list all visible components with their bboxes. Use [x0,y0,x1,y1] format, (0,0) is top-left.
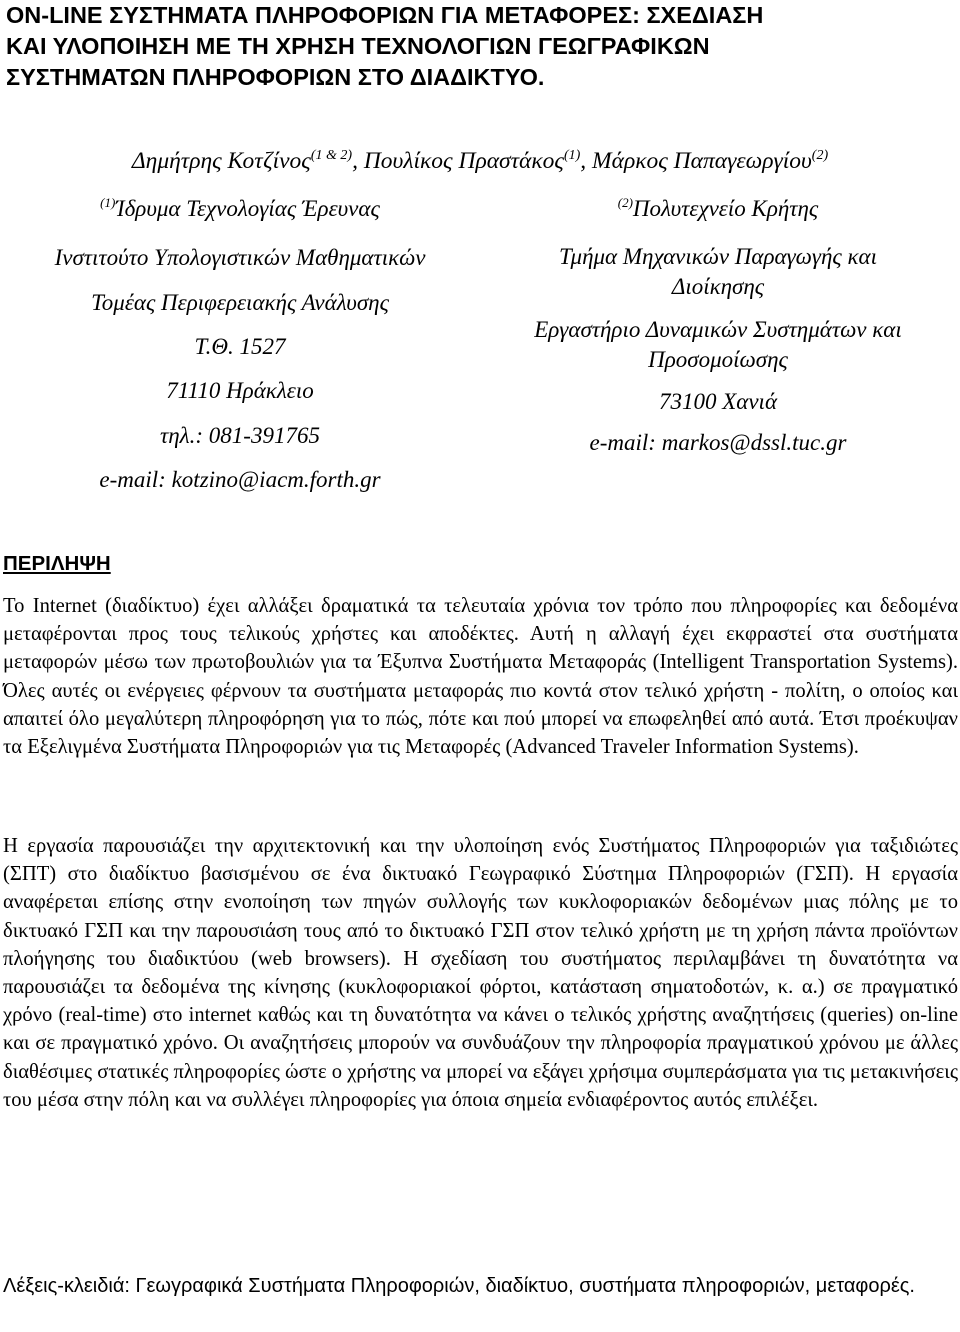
author-separator: , [580,148,593,174]
affiliation-right [476,192,960,463]
author-list [0,146,960,176]
affiliation-line: Πολυτεχνείο Κρήτης [632,196,819,221]
affiliation-line: 73100 Χανιά [658,389,778,414]
paper-title [6,0,956,93]
author-name: Δημήτρης Κοτζίνος [131,148,311,174]
affiliation-line: 71110 Ηράκλειο [166,378,314,403]
affiliation-email[interactable]: e-mail: markos@dssl.tuc.gr [589,430,847,455]
affiliation-line: Τμήμα Μηχανικών Παραγωγής και [559,244,877,269]
abstract-heading: ΠΕΡΙΛΗΨΗ [3,552,111,575]
affiliation-left [0,192,480,502]
affiliation-line: Διοίκησης [671,274,765,299]
affiliation-line: Εργαστήριο Δυναμικών Συστημάτων και [534,317,902,342]
affiliation-line: Ινστιτούτο Υπολογιστικών Μαθηματικών [54,245,426,270]
author-affiliation-mark: (2) [811,148,829,163]
title-line: ON-LINE ΣΥΣΤΗΜΑΤΑ ΠΛΗΡΟΦΟΡΙΩΝ ΓΙΑ ΜΕΤΑΦΟΡΕΣ: ΣΧΕΔΙΑΣΗ [6,2,764,28]
author-name: Πουλίκος Πραστάκος [363,148,564,174]
author-affiliation-mark: (1) [563,148,581,163]
author-separator: , [352,148,364,174]
abstract-paragraph: Το Internet (διαδίκτυο) έχει αλλάξει δραματικά τα τελευταία χρόνια τον τρόπο που πληροφορίες και δεδομένα μεταφέρονται προς τους τελικούς χρήστες και αποδέκτες. Αυτή η αλλαγή έχει εκφραστεί στα συστήματα μεταφορών μέσω των πρωτοβουλιών για τα Έξυπνα Συστήματα Μεταφοράς (Intelligent Transportation Systems). Όλες αυτές οι ενέργειες φέρνουν τα συστήματα μεταφοράς πιο κοντά στον τελικό χρήστη - πολίτη, ο οποίος και απαιτεί όλο μεγαλύτερη πληροφόρηση για το πώς, πότε και πού μπορεί να επωφεληθεί από αυτά. Έτσι προέκυψαν τα Εξελιγμένα Συστήματα Πληροφοριών για τις Μεταφορές (Advanced Traveler Information Systems). [3,595,958,759]
affiliation-email[interactable]: e-mail: kotzino@iacm.forth.gr [99,467,381,492]
author-name: Μάρκος Παπαγεωργίου [592,148,812,174]
affiliation-line: Τ.Θ. 1527 [194,334,286,359]
affiliation-line: Ίδρυμα Τεχνολογίας Έρευνας [115,196,380,221]
abstract-paragraph: Η εργασία παρουσιάζει την αρχιτεκτονική και την υλοποίηση ενός Συστήματος Πληροφοριών για ταξιδιώτες (ΣΠΤ) στο διαδίκτυο βασισμένου σε ένα δικτυακό Γεωγραφικό Σύστημα Πληροφοριών (ΓΣΠ). Η εργασία αναφέρεται επίσης στην ενοποίηση των πηγών συλλογής των κυκλοφοριακών δεδομένων μιας πόλης με το δικτυακό ΓΣΠ και την παρουσιάση τους από το δικτυακό ΓΣΠ στον τελικό χρήστη με τη χρήση πάντα προϊόντων πλοήγησης του διαδικτύου (web browsers). Η σχεδίαση του συστήματος περιλαμβάνει τη δυνατότητα να παρουσιάζει τα δεδομένα της κίνησης (κυκλοφοριακοί φόρτοι, κατάσταση σηματοδοτών, κ. α.) σε πραγματικό χρόνο (real-time) στο internet καθώς και τη δυνατότητα να κάνει ο τελικός χρήστης αναζητήσεις (queries) on-line και σε πραγματικό χρόνο. Οι αναζητήσεις μπορούν να συνδυάζουν την πληροφορία πραγματικού χρόνου με άλλες διαθέσιμες στατικές πληροφορίες ώστε ο χρήστης να μπορεί να εξάγει χρήσιμα συμπεράσματα για τις μετακινήσεις του μέσα στην πόλη και να συλλέγει πληροφορίες για όποια σημεία ενδιαφέροντος αυτός επιλέξει. [3,835,958,1111]
author-affiliation-mark: (1 & 2) [310,148,353,163]
affiliation-line: τηλ.: 081-391765 [160,423,320,448]
affiliation-line: Προσομοίωσης [648,347,788,372]
affiliation-mark: (1) [100,195,116,210]
keywords-line: Λέξεις-κλειδιά: Γεωγραφικά Συστήματα Πληροφοριών, διαδίκτυο, συστήματα πληροφοριών, μεταφορές. [3,1275,915,1297]
title-line: ΚΑΙ ΥΛΟΠΟΙΗΣΗ ΜΕ ΤΗ ΧΡΗΣΗ ΤΕΧΝΟΛΟΓΙΩΝ ΓΕΩΓΡΑΦΙΚΩΝ [6,33,710,59]
affiliation-mark: (2) [617,195,633,210]
affiliation-line: Τομέας Περιφερειακής Ανάλυσης [91,290,389,315]
title-line: ΣΥΣΤΗΜΑΤΩΝ ΠΛΗΡΟΦΟΡΙΩΝ ΣΤΟ ΔΙΑΔΙΚΤΥΟ. [6,64,545,90]
